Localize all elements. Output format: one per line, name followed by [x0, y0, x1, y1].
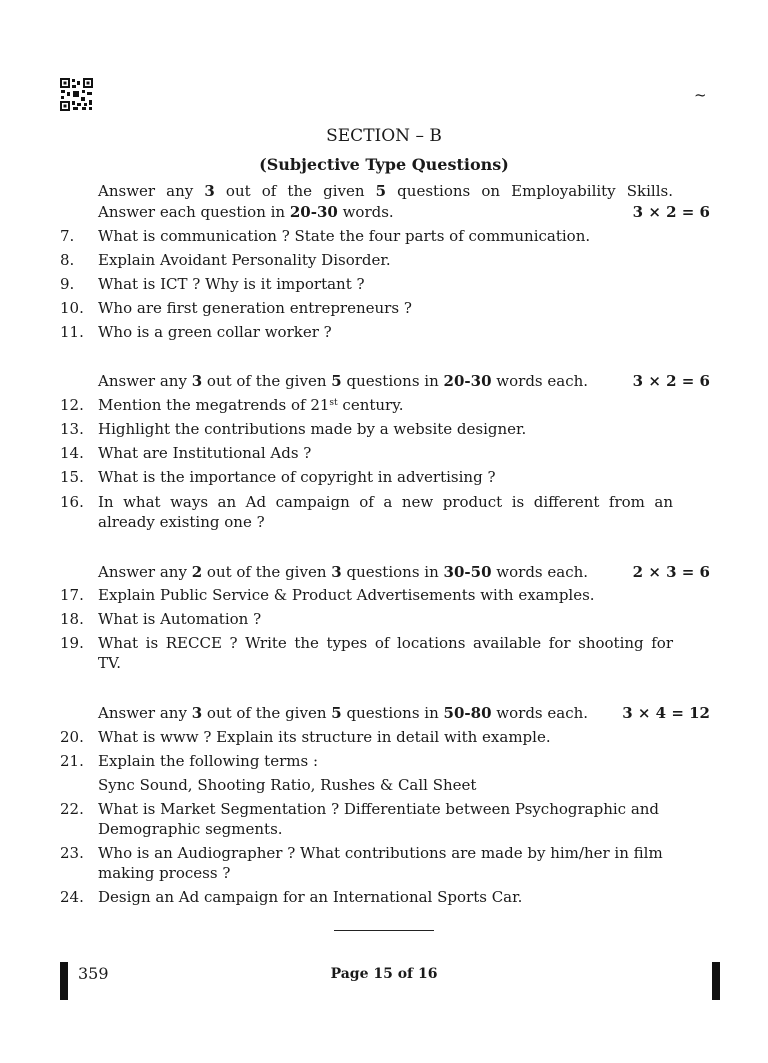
right-margin-bar: [712, 962, 720, 1000]
group2-marks: 3 × 2 = 6: [632, 372, 710, 390]
question-number: 7.: [60, 227, 75, 245]
question-text-line2: already existing one ?: [98, 513, 265, 531]
question-number: 14.: [60, 444, 84, 462]
question-number: 12.: [60, 396, 84, 414]
question-text: What is the importance of copyright in advertising ?: [98, 468, 496, 486]
question-text: What are Institutional Ads ?: [98, 444, 312, 462]
question-number: 17.: [60, 586, 84, 604]
question-number: 16.: [60, 493, 84, 511]
question-number: 9.: [60, 275, 75, 293]
group3-marks: 2 × 3 = 6: [632, 563, 710, 581]
group3-instruction: Answer any 2 out of the given 3 questions in 30-50 words each.: [98, 563, 589, 581]
corner-mark: ~: [694, 86, 707, 104]
question-text-line2: TV.: [98, 654, 121, 672]
question-number: 23.: [60, 844, 84, 862]
group1-marks: 3 × 2 = 6: [632, 203, 710, 221]
question-text: Who is a green collar worker ?: [98, 323, 332, 341]
question-number: 19.: [60, 634, 84, 652]
group4-instruction: Answer any 3 out of the given 5 questions in 50-80 words each.: [98, 704, 589, 722]
question-text: What is www ? Explain its structure in detail with example.: [98, 728, 551, 746]
question-text-line2: Sync Sound, Shooting Ratio, Rushes & Call Sheet: [98, 776, 477, 794]
question-text: Highlight the contributions made by a website designer.: [98, 420, 527, 438]
section-title: SECTION – B: [326, 126, 442, 146]
paper-code: 359: [78, 964, 109, 983]
question-text: What is Automation ?: [98, 610, 262, 628]
question-number: 13.: [60, 420, 84, 438]
question-number: 21.: [60, 752, 84, 770]
question-text: What is communication ? State the four parts of communication.: [98, 227, 591, 245]
group2-instruction: Answer any 3 out of the given 5 questions in 20-30 words each.: [98, 372, 589, 390]
question-number: 20.: [60, 728, 84, 746]
question-text: What is ICT ? Why is it important ?: [98, 275, 365, 293]
question-text-line1: What is RECCE ? Write the types of locations available for shooting for: [98, 634, 673, 652]
end-divider: [334, 930, 434, 931]
question-number: 8.: [60, 251, 75, 269]
question-text-line1: In what ways an Ad campaign of a new product is different from an: [98, 493, 673, 511]
group1-instruction-line1: Answer any 3 out of the given 5 questions on Employability Skills.: [98, 182, 673, 200]
question-text-line1: Explain the following terms :: [98, 752, 319, 770]
question-number: 15.: [60, 468, 84, 486]
question-number: 24.: [60, 888, 84, 906]
page-number: Page 15 of 16: [330, 966, 438, 982]
question-text: Explain Avoidant Personality Disorder.: [98, 251, 391, 269]
question-number: 18.: [60, 610, 84, 628]
question-text-line2: making process ?: [98, 864, 231, 882]
question-text-line1: What is Market Segmentation ? Differentiate between Psychographic and: [98, 800, 660, 818]
question-text: Mention the megatrends of 21st century.: [98, 396, 404, 414]
section-subtitle: (Subjective Type Questions): [259, 155, 509, 174]
question-number: 10.: [60, 299, 84, 317]
question-number: 11.: [60, 323, 84, 341]
group4-marks: 3 × 4 = 12: [622, 704, 710, 722]
question-text: Design an Ad campaign for an International Sports Car.: [98, 888, 523, 906]
question-text: Explain Public Service & Product Advertisements with examples.: [98, 586, 595, 604]
question-number: 22.: [60, 800, 84, 818]
question-text: Who are first generation entrepreneurs ?: [98, 299, 412, 317]
group1-instruction-line2: Answer each question in 20-30 words.: [98, 203, 394, 221]
question-text-line1: Who is an Audiographer ? What contributions are made by him/her in film: [98, 844, 663, 862]
qr-code-icon: [60, 78, 93, 111]
question-text-line2: Demographic segments.: [98, 820, 283, 838]
